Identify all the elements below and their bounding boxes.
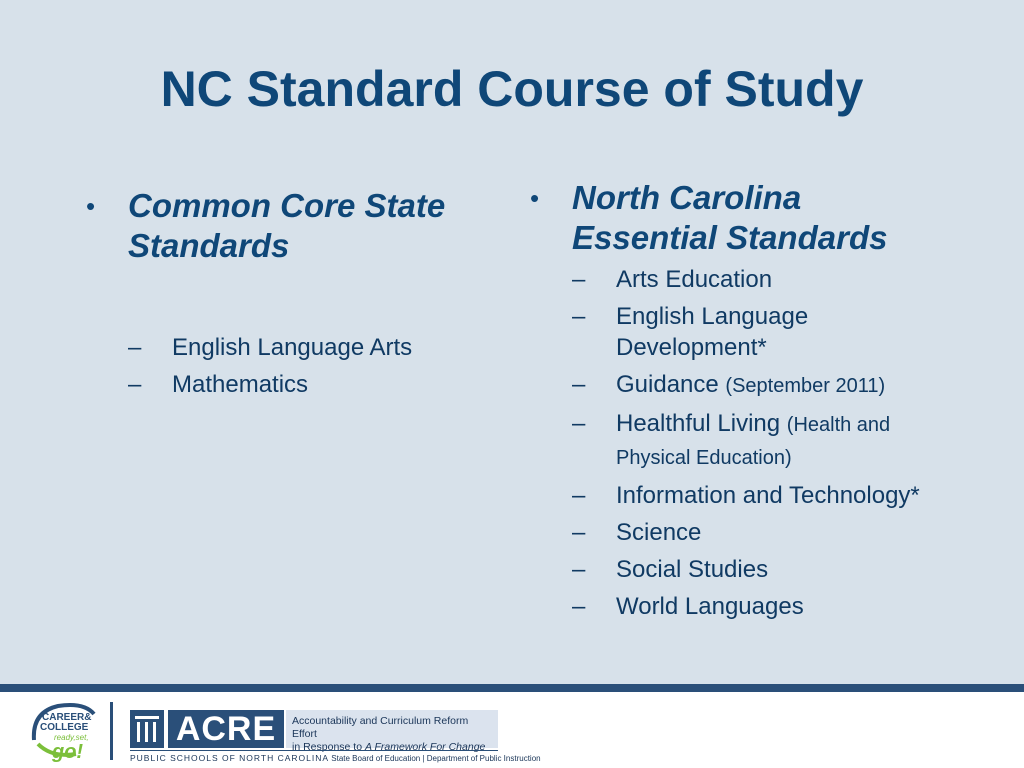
bullet-dot: • <box>530 183 540 213</box>
svg-text:COLLEGE: COLLEGE <box>40 722 89 733</box>
bullet-dot: • <box>86 191 96 221</box>
acre-building-icon <box>130 710 164 748</box>
footer-divider <box>110 702 113 760</box>
list-item: – Mathematics <box>128 371 309 398</box>
footer <box>0 692 1024 768</box>
svg-text:CAREER&: CAREER& <box>42 712 92 723</box>
list-item: – Arts Education <box>572 266 773 293</box>
list-item: – Social Studies <box>572 556 769 583</box>
footer-rule <box>0 684 1024 692</box>
svg-text:go!: go! <box>52 741 84 762</box>
left-heading: Common Core State Standards <box>128 187 446 264</box>
acre-tagline: Accountability and Curriculum Reform Effort in Response to A Framework For Change <box>286 710 498 748</box>
left-sublist <box>128 332 486 400</box>
list-item: – Guidance (September 2011) <box>572 371 886 398</box>
right-column <box>530 178 950 628</box>
list-item: – English Language Development* <box>572 303 809 361</box>
list-item: – Healthful Living (Health and Physical Education) <box>572 410 891 469</box>
list-item: – World Languages <box>572 593 804 620</box>
left-column <box>86 186 486 406</box>
acre-logo: ACRE <box>168 710 284 748</box>
right-bullet <box>530 178 950 258</box>
list-item: – Information and Technology* <box>572 482 920 509</box>
list-item: – Science <box>572 519 702 546</box>
slide-title: NC Standard Course of Study <box>160 61 864 117</box>
career-college-logo <box>28 700 104 762</box>
list-item: – English Language Arts <box>128 334 413 361</box>
svg-text:ready,set,: ready,set, <box>54 733 89 742</box>
right-sublist <box>572 264 950 622</box>
left-bullet <box>86 186 486 266</box>
right-heading: North Carolina Essential Standards <box>572 179 888 256</box>
acre-subtext: PUBLIC SCHOOLS OF NORTH CAROLINA State Board of Education | Department of Public Instruction <box>130 750 498 763</box>
